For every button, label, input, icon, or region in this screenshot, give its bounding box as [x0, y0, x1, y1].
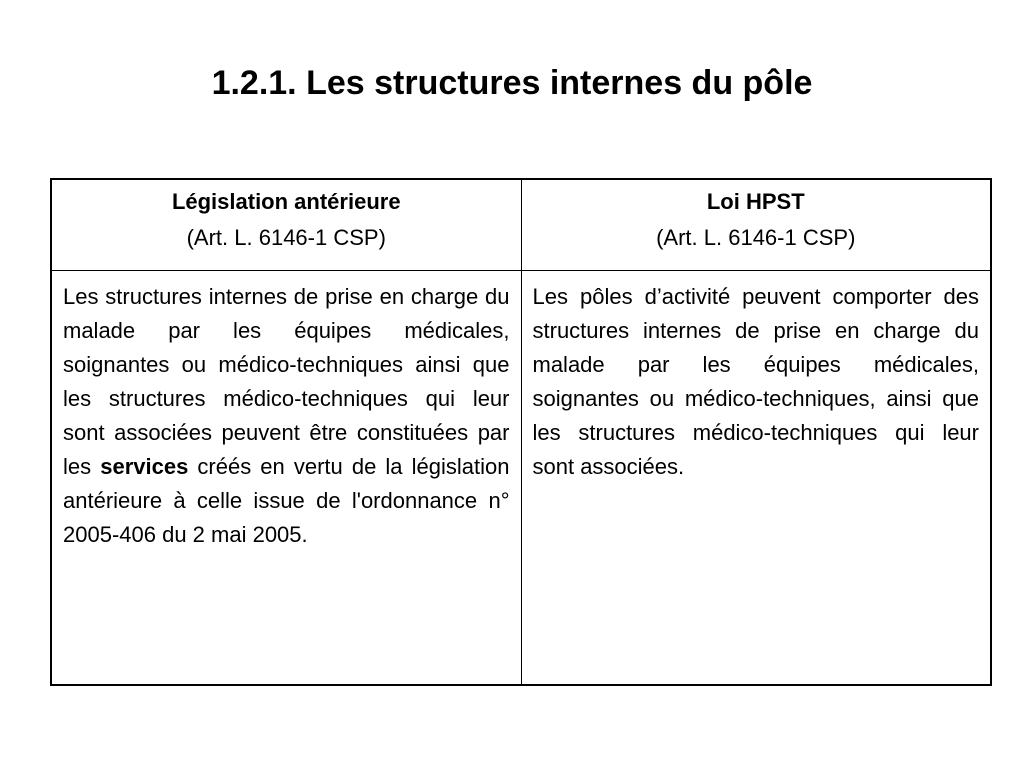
hpst-law-heading: Loi HPST	[706, 189, 805, 214]
comparison-table	[50, 178, 992, 686]
slide-title: 1.2.1. Les structures internes du pôle	[211, 64, 813, 102]
hpst-law-text	[521, 271, 991, 686]
previous-legislation-heading: Législation antérieure	[171, 189, 401, 214]
hpst-law-reference: (Art. L. 6146-1 CSP)	[656, 225, 856, 250]
header-cell-hpst-law	[521, 179, 991, 271]
header-cell-previous-legislation	[51, 179, 521, 271]
previous-legislation-reference: (Art. L. 6146-1 CSP)	[186, 225, 386, 250]
table-body-row	[51, 271, 991, 686]
hpst-law-text-content: Les pôles d’activité peuvent comporter des structures internes de prise en charge du malade par les équipes médicales, soignantes ou médico-techniques, ainsi que les structures médico-techniques qui leur sont associées.	[532, 284, 979, 479]
previous-legislation-text-start: Les structures internes de prise en charge du malade par les équipes médicales, soignantes ou médico-techniques ainsi que les structures médico-techniques qui leur sont associées peuvent être constituées par les	[63, 284, 510, 479]
previous-legislation-text-end: créés en vertu de la législation antérieure à celle issue de l'ordonnance n° 2005-406 du 2 mai 2005.	[63, 454, 510, 547]
table-header-row	[51, 179, 991, 271]
previous-legislation-text	[51, 271, 521, 686]
services-emphasis: services	[100, 454, 189, 479]
